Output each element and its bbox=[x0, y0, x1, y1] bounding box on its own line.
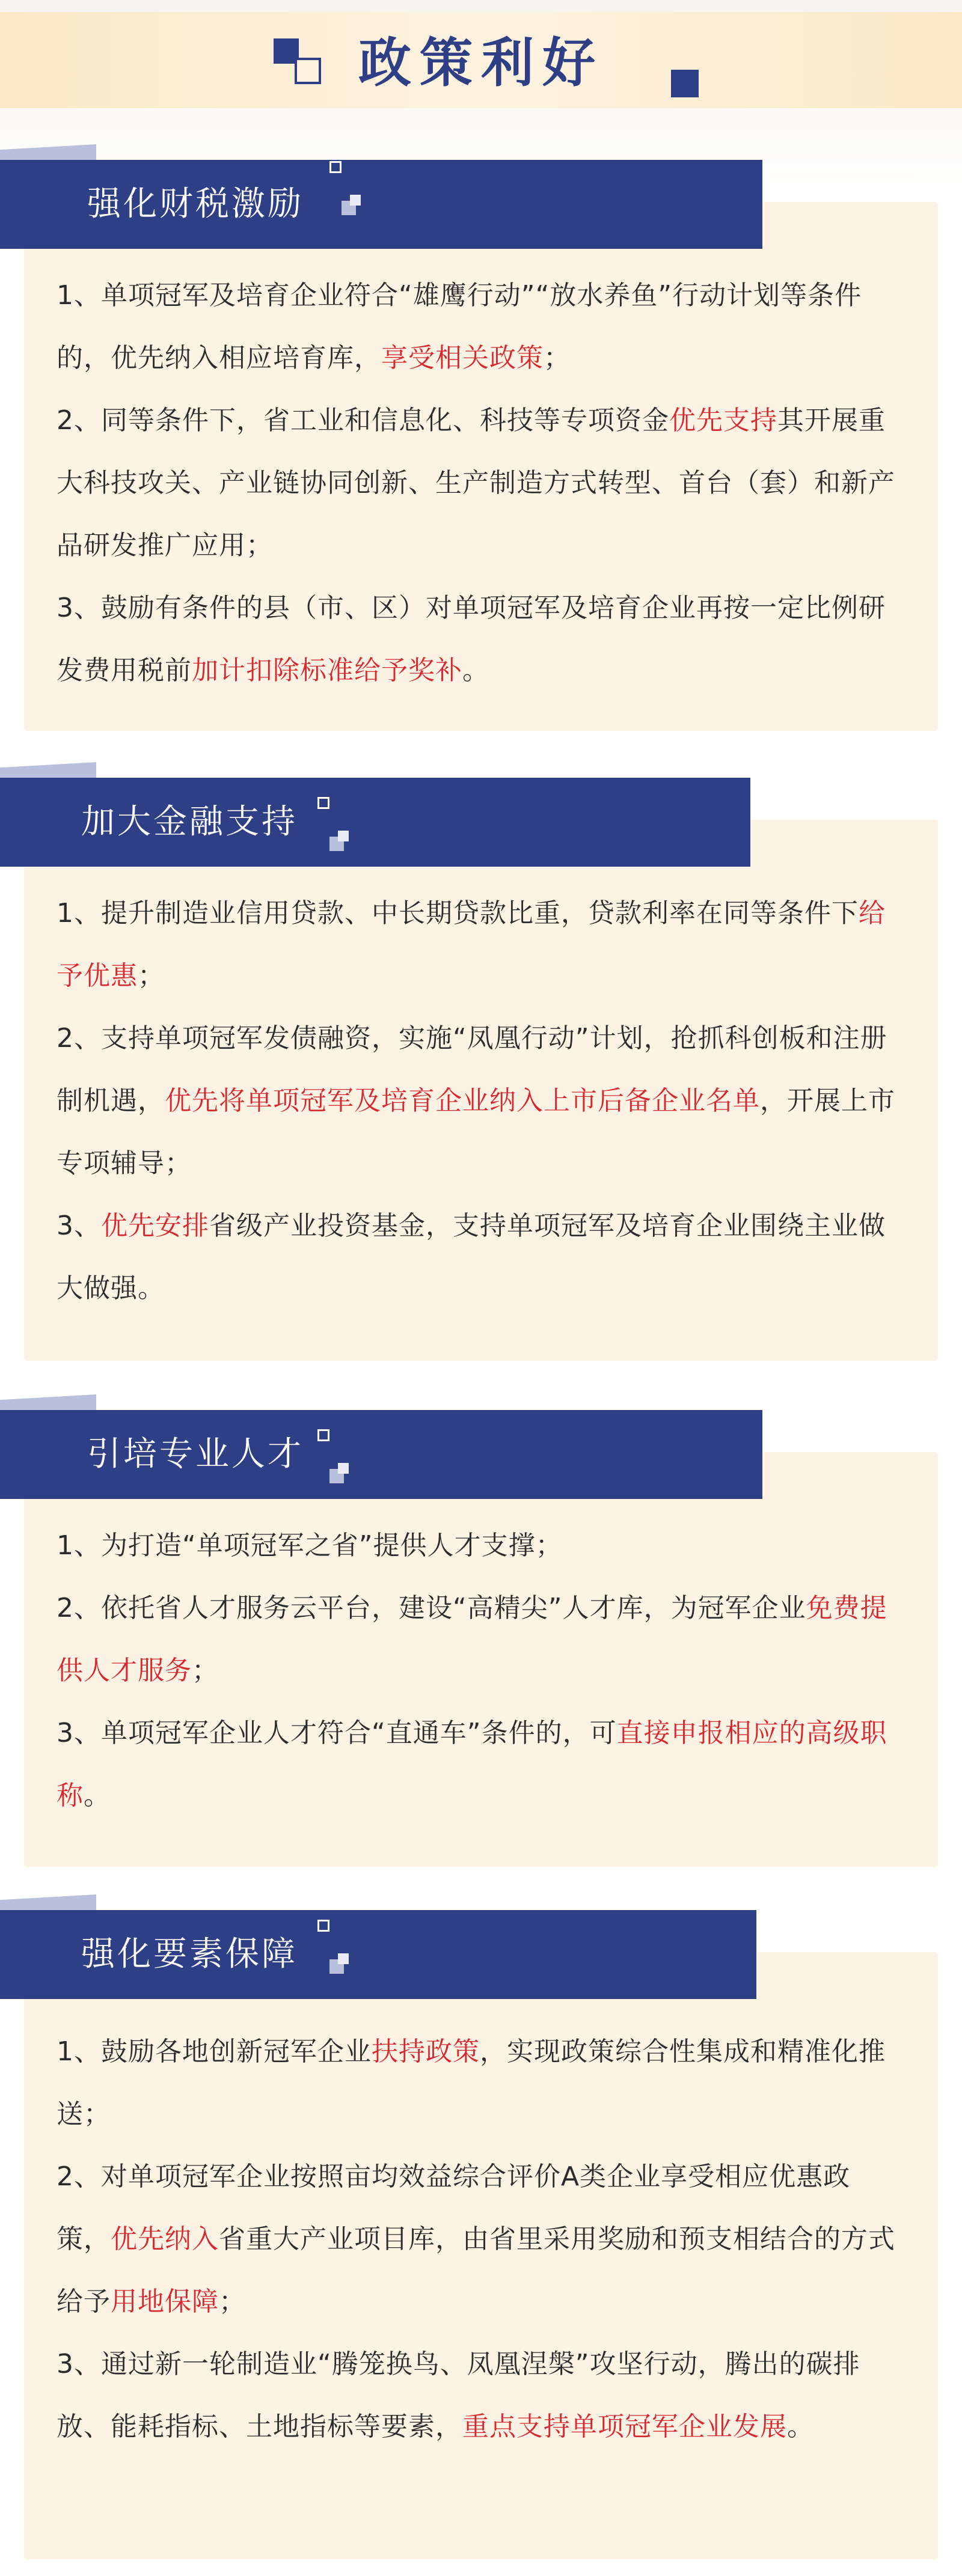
policy-item bbox=[57, 1577, 904, 1702]
policy-item bbox=[57, 2146, 904, 2333]
item-text: 其开展重大科技攻关、产业链协同创新、生产制造方式转型、首台（套）和新产品研发推广应用； bbox=[57, 405, 895, 561]
section-resources bbox=[0, 1894, 962, 2576]
highlight-text: 给予优惠 bbox=[57, 898, 886, 991]
highlight-text: 优先支持 bbox=[669, 405, 777, 436]
policy-item bbox=[57, 1007, 904, 1195]
item-text: 3、通过新一轮制造业“腾笼换鸟、凤凰涅槃”攻坚行动，腾出的碳排放、能耗指标、土地指标等要素， bbox=[57, 2349, 860, 2442]
section-financial-support bbox=[0, 762, 962, 1351]
policy-item bbox=[57, 1515, 904, 1577]
section-title: 加大金融支持 bbox=[81, 802, 298, 841]
item-text: 3、 bbox=[57, 1210, 101, 1241]
item-text: 2、对单项冠军企业按照亩均效益综合评价A类企业享受相应优惠政策， bbox=[57, 2161, 851, 2254]
highlight-text: 享受相关政策 bbox=[381, 343, 544, 373]
section-stripe-decoration bbox=[0, 1394, 96, 1410]
policy-item bbox=[57, 264, 904, 389]
section-stripe-decoration bbox=[0, 144, 96, 160]
policy-item bbox=[57, 389, 904, 577]
section-body bbox=[57, 1515, 904, 1827]
item-text: 1、单项冠军及培育企业符合“雄鹰行动”“放水养鱼”行动计划等条件的，优先纳入相应培育库， bbox=[57, 280, 862, 373]
highlight-text: 重点支持单项冠军企业发展 bbox=[462, 2411, 787, 2442]
item-text: 2、同等条件下，省工业和信息化、科技等专项资金 bbox=[57, 405, 669, 436]
item-text: ； bbox=[138, 960, 165, 991]
policy-item bbox=[57, 1195, 904, 1320]
item-text: ，开展上市专项辅导； bbox=[57, 1085, 895, 1179]
item-text: 省重大产业项目库，由省里采用奖励和预支相结合的方式给予 bbox=[57, 2224, 895, 2317]
section-stripe-decoration bbox=[0, 1894, 96, 1910]
section-title: 强化财税激励 bbox=[87, 185, 304, 224]
item-text: ； bbox=[544, 343, 571, 373]
item-text: ，实现政策综合性集成和精准化推送； bbox=[57, 2036, 886, 2129]
highlight-text: 优先将单项冠军及培育企业纳入上市后备企业名单 bbox=[165, 1085, 760, 1116]
item-text: ； bbox=[219, 2286, 246, 2317]
section-body bbox=[57, 264, 904, 702]
highlight-text: 优先安排 bbox=[101, 1210, 209, 1241]
highlight-text: 扶持政策 bbox=[372, 2036, 480, 2067]
section-title: 强化要素保障 bbox=[81, 1935, 298, 1974]
section-talent bbox=[0, 1394, 962, 1851]
section-body bbox=[57, 882, 904, 1320]
section-tax-incentives bbox=[0, 144, 962, 733]
item-text: 1、为打造“单项冠军之省”提供人才支撑； bbox=[57, 1530, 563, 1561]
item-text: 2、依托省人才服务云平台，建设“高精尖”人才库，为冠军企业 bbox=[57, 1593, 806, 1623]
section-stripe-decoration bbox=[0, 762, 96, 778]
page-title: 政策利好 bbox=[358, 32, 604, 94]
item-text: 2、支持单项冠军发债融资，实施“凤凰行动”计划，抢抓科创板和注册制机遇， bbox=[57, 1023, 887, 1116]
item-text: 。 bbox=[84, 1780, 111, 1811]
policy-item bbox=[57, 577, 904, 702]
item-text: ； bbox=[192, 1655, 219, 1686]
policy-item bbox=[57, 882, 904, 1007]
highlight-text: 优先纳入 bbox=[111, 2224, 219, 2254]
policy-item bbox=[57, 1702, 904, 1827]
highlight-text: 用地保障 bbox=[111, 2286, 219, 2317]
policy-item bbox=[57, 2333, 904, 2458]
item-text: 。 bbox=[787, 2411, 814, 2442]
item-text: 1、提升制造业信用贷款、中长期贷款比重，贷款利率在同等条件下 bbox=[57, 898, 859, 929]
highlight-text: 直接申报相应的高级职称 bbox=[57, 1718, 887, 1811]
highlight-text: 加计扣除标准给予奖补 bbox=[192, 655, 462, 686]
highlight-text: 免费提供人才服务 bbox=[57, 1593, 887, 1686]
section-body bbox=[57, 2021, 904, 2458]
item-text: 1、鼓励各地创新冠军企业 bbox=[57, 2036, 372, 2067]
item-text: 3、鼓励有条件的县（市、区）对单项冠军及培育企业再按一定比例研发费用税前 bbox=[57, 593, 886, 686]
policy-item bbox=[57, 2021, 904, 2146]
item-text: 3、单项冠军企业人才符合“直通车”条件的，可 bbox=[57, 1718, 617, 1748]
item-text: 。 bbox=[462, 655, 489, 686]
item-text: 省级产业投资基金，支持单项冠军及培育企业围绕主业做大做强。 bbox=[57, 1210, 886, 1304]
section-title: 引培专业人才 bbox=[87, 1435, 304, 1474]
